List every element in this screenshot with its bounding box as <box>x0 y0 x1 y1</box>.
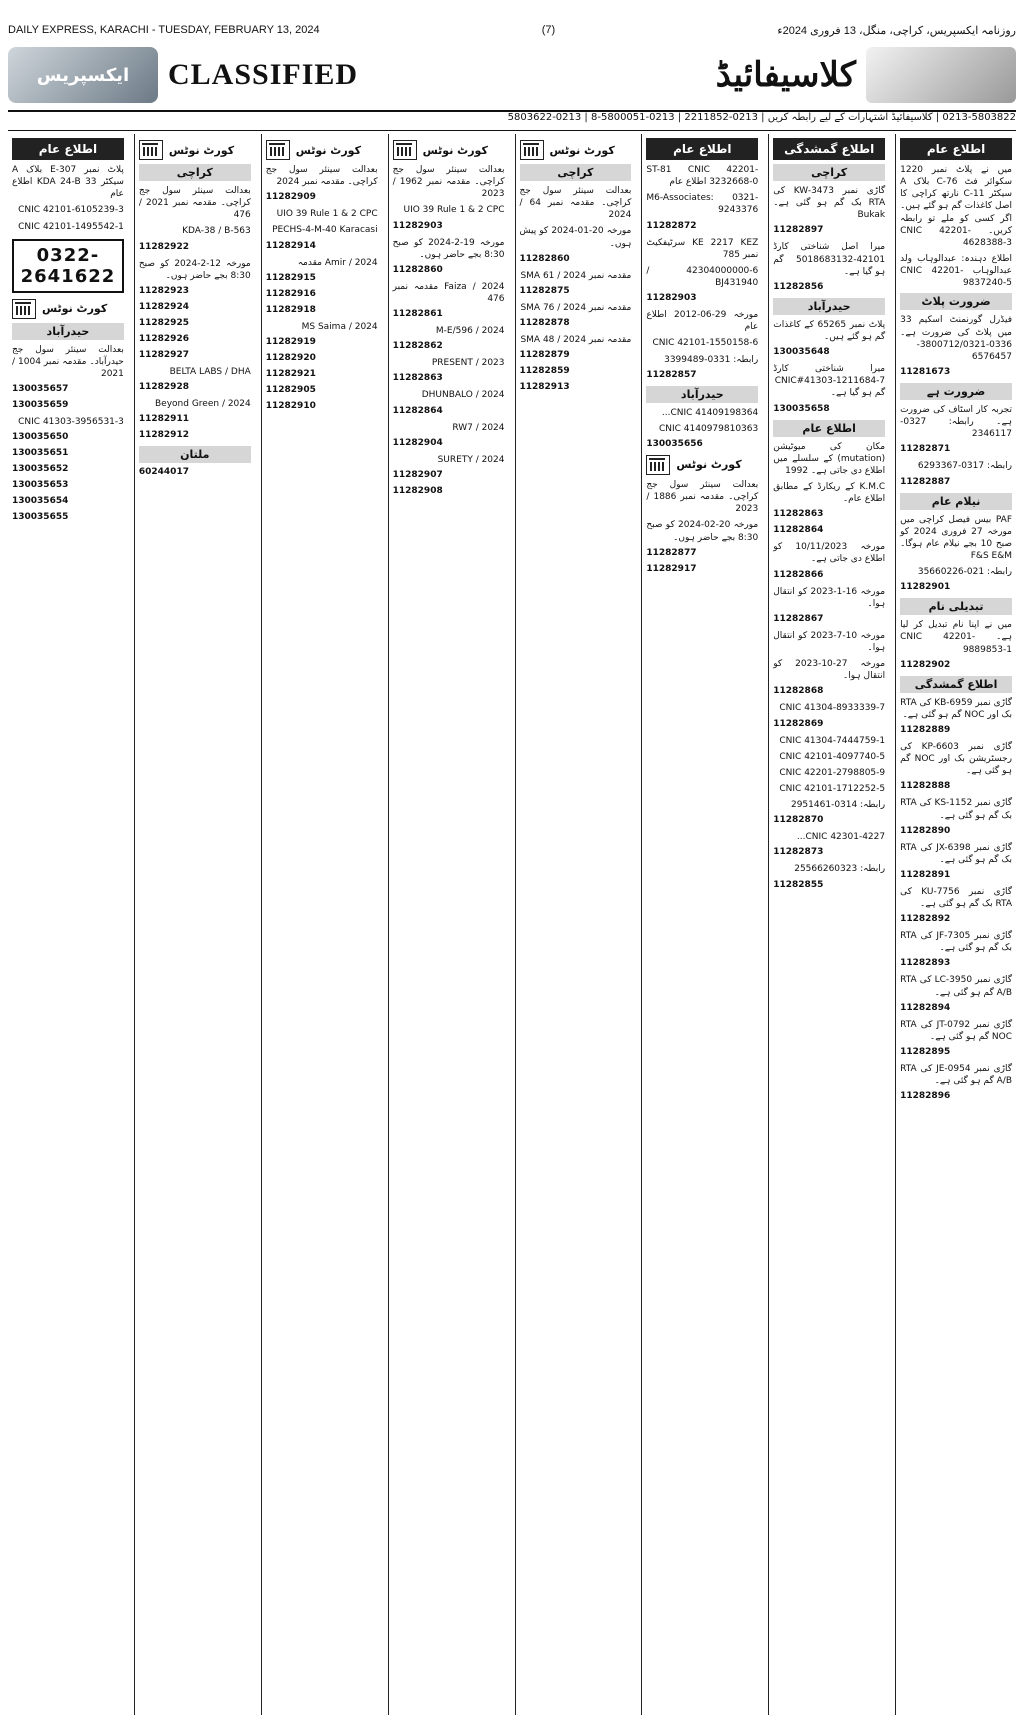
court-building-icon <box>12 299 36 319</box>
classified-ad-text: CNIC 42101-6105239-3 <box>18 205 124 216</box>
classified-ad-text: M-E/596 / 2024 <box>435 326 505 337</box>
classified-ad-text: بعدالت سینئر سول جج کراچی۔ مقدمہ نمبر 64 / 2024 <box>519 186 632 221</box>
classified-ad-text: اطلاع دہندہ: عبدالوہاب ولد عبدالوہاب CNIC 42201-9837240-5 <box>900 253 1012 289</box>
classified-ad-text: مورخہ 10-7-2023 کو انتقال ہوا۔ <box>773 630 886 653</box>
classified-ad-text: CNIC 42201-2798805-9 <box>779 767 886 778</box>
ad-reference-number: 130035650 <box>12 432 69 443</box>
classified-ad-text: میرا اصل شناختی کارڈ 42101-5018683132 گم ہو گیا ہے۔ <box>773 242 886 277</box>
classified-title-ur: کلاسیفائیڈ <box>715 55 856 95</box>
classified-ad-text: M6-Associates: 0321-9243376 <box>646 193 759 216</box>
classified-ad-text: CNIC 42101-1550158-6 <box>652 338 759 349</box>
ad-reference-number: 130035651 <box>12 448 69 459</box>
classified-ad-text: مورخہ 27-10-2023 کو انتقال ہوا۔ <box>773 659 886 682</box>
ad-reference-number: 11282869 <box>773 718 824 729</box>
column-col7 <box>134 134 255 1715</box>
ad-reference-number: 11282855 <box>773 879 824 890</box>
classified-ad-text: DHUNBALO / 2024 <box>421 390 505 401</box>
ad-reference-number: 11282915 <box>265 272 316 283</box>
classified-ad-text: پلاٹ نمبر 65265 کے کاغذات گم ہو گئے ہیں۔ <box>773 319 886 342</box>
ad-reference-number: 11282891 <box>900 869 951 880</box>
ad-reference-number: 11282903 <box>392 220 443 231</box>
ad-reference-number: 11282864 <box>773 525 824 536</box>
ad-reference-number: 130035658 <box>773 403 830 414</box>
court-building-icon <box>520 140 544 160</box>
ad-reference-number: 11282860 <box>519 253 570 264</box>
court-building-icon <box>393 140 417 160</box>
classified-ad-text: رابطہ: 0314-2951461 <box>790 800 886 811</box>
ad-reference-number: 11282903 <box>646 293 697 304</box>
ad-reference-number: 11282873 <box>773 847 824 858</box>
court-notice-header <box>646 455 758 475</box>
classified-ad-text: UIO 39 Rule 1 & 2 CPC <box>276 209 378 220</box>
ad-reference-number: 130035655 <box>12 512 69 523</box>
ad-reference-number: 11282871 <box>900 444 951 455</box>
ad-reference-number: 11282860 <box>392 264 443 275</box>
ad-reference-number: 11282912 <box>138 430 189 441</box>
classified-ad-text: مورخہ 19-2-2024 کو صبح 8:30 بجے حاضر ہوں۔ <box>392 237 505 260</box>
classified-ad-text: مورخہ 12-2-2024 کو صبح 8:30 بجے حاضر ہوں۔ <box>138 258 251 281</box>
court-notice-title: کورٹ نوٹس <box>676 458 742 472</box>
court-notice-header <box>12 299 124 319</box>
section-title: اطلاع گمشدگی <box>773 138 885 160</box>
classified-ad-text: گاڑی نمبر JT-0792 کی RTA NOC گم ہو گئی ہے۔ <box>900 1019 1012 1042</box>
ad-reference-number: 11282872 <box>646 220 697 231</box>
classified-columns <box>8 134 1016 1715</box>
court-notice-header <box>266 140 378 160</box>
column-col3 <box>641 134 762 1715</box>
classified-ad-text: بعدالت سینئر سول جج کراچی۔ مقدمہ نمبر 2024 <box>265 165 378 188</box>
classified-ad-text: گاڑی نمبر KW-3473 کی RTA بک گم ہو گئی ہے۔ Bukak <box>773 186 886 221</box>
sub-section-title: حیدرآباد <box>12 323 124 340</box>
classified-ad-text: KDA-38 / B-563 <box>182 226 251 237</box>
contact-left: 0213-5803622 <box>507 112 582 123</box>
classified-ad-text: ST-81 CNIC 42201-3232668-0 اطلاع عام <box>646 165 759 188</box>
classified-ad-text: میرا شناختی کارڈ CNIC#41303-1211684-7 گم ہو گیا ہے۔ <box>773 364 886 399</box>
ad-reference-number: 11282889 <box>900 724 951 735</box>
sub-section-title: کراچی <box>520 164 632 181</box>
classified-ad-text: CNIC 41304-8933339-7 <box>779 703 886 714</box>
ad-reference-number: 130035657 <box>12 384 69 395</box>
classified-ad-text: مورخہ 20-02-2024 کو صبح 8:30 بجے حاضر ہوں۔ <box>646 520 759 543</box>
ad-reference-number: 11281673 <box>900 366 951 377</box>
sub-section-title: اطلاع گمشدگی <box>900 676 1012 693</box>
classified-ad-text: BELTA LABS / DHA <box>169 366 251 377</box>
sub-section-title: ملتان <box>139 446 251 463</box>
ad-reference-number: 11282863 <box>773 509 824 520</box>
ad-reference-number: 11282857 <box>646 369 697 380</box>
court-building-icon <box>266 140 290 160</box>
ad-reference-number: 11282856 <box>773 281 824 292</box>
sub-section-title: نیلام عام <box>900 493 1012 510</box>
sub-section-title: ضرورت ہے <box>900 383 1012 400</box>
classified-ad-text: گاڑی نمبر LC-3950 کی RTA A/B گم ہو گئی ہے۔ <box>900 975 1012 998</box>
ad-reference-number: 11282909 <box>265 192 316 203</box>
section-title: اطلاع عام <box>12 138 124 160</box>
ad-reference-number: 130035659 <box>12 400 69 411</box>
classified-ad-text: SURETY / 2024 <box>437 454 505 465</box>
ad-reference-number: 130035652 <box>12 464 69 475</box>
ad-reference-number: 11282859 <box>519 366 570 377</box>
ad-reference-number: 11282901 <box>900 582 951 593</box>
classified-ad-text: میں نے پلاٹ نمبر 1220 سکوائر فٹ C-76 بلاک A سیکٹر 11-C نارتھ کراچی کا اصل کاغذات گم ہو گئے ہیں۔ اگر کسی کو ملے تو رابطہ کریں۔ CNIC 42201-4628388-3 <box>900 165 1012 248</box>
court-notice-title: کورٹ نوٹس <box>549 143 615 157</box>
ad-reference-number: 11282905 <box>265 384 316 395</box>
ad-reference-number: 11282863 <box>392 373 443 384</box>
ad-reference-number: 11282890 <box>900 825 951 836</box>
classified-ad-text: گاڑی نمبر JX-6398 کی RTA بک گم ہو گئی ہے۔ <box>900 842 1012 865</box>
ad-reference-number: 11282908 <box>392 485 443 496</box>
classified-ad-text: گاڑی نمبر JF-7305 کی RTA بک گم ہو گئی ہے۔ <box>900 931 1012 954</box>
classified-ad-text: مکان کی میوٹیشن (mutation) کے سلسلے میں اطلاع دی جاتی ہے۔ 1992 <box>773 441 886 476</box>
ad-reference-number: 11282862 <box>392 341 443 352</box>
sub-section-title: تبدیلی نام <box>900 598 1012 615</box>
ad-reference-number: 11282867 <box>773 613 824 624</box>
ad-reference-number: 11282914 <box>265 240 316 251</box>
classified-ad-text: گاڑی نمبر KB-6959 کی RTA بک اور NOC گم ہو گئی ہے۔ <box>900 697 1012 720</box>
ad-reference-number: 11282866 <box>773 569 824 580</box>
ad-reference-number: 11282926 <box>138 333 189 344</box>
section-title: اطلاع عام <box>900 138 1012 160</box>
ad-reference-number: 60244017 <box>138 467 189 478</box>
classified-ad-text: رابطہ: 25566260323 <box>794 864 886 875</box>
ad-reference-number: 11282928 <box>138 381 189 392</box>
classified-ad-text: Beyond Green / 2024 <box>155 398 251 409</box>
classified-ad-text: CNIC 41409198364... <box>661 407 759 418</box>
sub-section-title: حیدرآباد <box>773 298 885 315</box>
classified-ad-text: 42304000000-6 / BJ431940 <box>646 265 759 288</box>
ad-reference-number: 130035656 <box>646 438 703 449</box>
sub-section-title: کراچی <box>139 164 251 181</box>
contact-right: 0213-5803822 <box>942 112 1016 123</box>
sub-section-title: کراچی <box>773 164 885 181</box>
sub-section-title: حیدرآباد <box>646 386 758 403</box>
classified-ad-text: مقدمہ نمبر SMA 48 / 2024 <box>520 334 632 345</box>
classified-ad-text: MS Saima / 2024 <box>301 321 378 332</box>
classified-ad-text: بعدالت سینئر سول جج کراچی۔ مقدمہ نمبر 2021 / 476 <box>138 186 251 221</box>
ad-reference-number: 11282879 <box>519 350 570 361</box>
ad-reference-number: 11282894 <box>900 1002 951 1013</box>
classified-ad-text: K.M.C کے ریکارڈ کے مطابق اطلاع عام۔ <box>773 481 886 505</box>
court-notice-header <box>520 140 632 160</box>
court-notice-title: کورٹ نوٹس <box>168 143 235 157</box>
classified-ad-text: پلاٹ نمبر E-307 بلاک A سیکٹر 33 KDA 24-B اطلاع عام <box>12 165 124 200</box>
express-logo-text: ایکسپریس <box>36 64 130 86</box>
phone-number-box: 0322-2641622 <box>12 239 124 293</box>
ad-reference-number: 11282907 <box>392 469 443 480</box>
classified-ad-text: بعدالت سینئر سول جج کراچی۔ مقدمہ نمبر 1886 / 2023 <box>646 479 759 515</box>
court-building-icon <box>139 140 163 160</box>
page-header <box>8 24 1016 37</box>
classified-ad-text: PAF بیس فیصل کراچی میں مورخہ 27 فروری 2024 کو صبح 10 بجے نیلام عام ہوگا۔ F&S E&M <box>900 514 1013 561</box>
ad-reference-number: 11282892 <box>900 914 951 925</box>
classified-ad-text: بعدالت سینئر سول جج حیدرآباد۔ مقدمہ نمبر 1004 / 2021 <box>12 344 124 379</box>
classified-ad-text: CNIC 41303-3956531-3 <box>18 417 124 428</box>
classified-ad-text: مقدمہ نمبر SMA 61 / 2024 <box>520 270 632 281</box>
classified-ad-text: CNIC 42301-4227... <box>796 832 886 843</box>
ad-reference-number: 130035648 <box>773 347 830 358</box>
ad-reference-number: 11282861 <box>392 309 443 320</box>
classified-ad-text: UIO 39 Rule 1 & 2 CPC <box>403 205 505 216</box>
ad-reference-number: 11282868 <box>773 686 824 697</box>
classified-ad-text: گاڑی نمبر JE-0954 کی RTA A/B گم ہو گئی ہے۔ <box>900 1064 1012 1087</box>
classified-ad-text: RW7 / 2024 <box>452 422 505 433</box>
classified-ad-text: فیڈرل گورنمنٹ اسکیم 33 میں پلاٹ کی ضرورت ہے۔ 0336-3800712/0321-6576457 <box>900 315 1012 362</box>
court-notice-title: کورٹ نوٹس <box>422 143 488 157</box>
classified-ad-text: Faiza / 2024 مقدمہ نمبر 476 <box>392 281 505 304</box>
classified-ad-text: CNIC 42101-4097740-5 <box>779 751 886 762</box>
ad-reference-number: 11282904 <box>392 437 443 448</box>
ad-reference-number: 11282896 <box>900 1091 951 1102</box>
classified-ad-text: CNIC 4140979810363 <box>658 423 759 434</box>
ad-reference-number: 11282902 <box>900 659 951 670</box>
header-page-number: (7) <box>541 24 556 36</box>
ad-reference-number: 11282920 <box>265 352 316 363</box>
ad-reference-number: 11282921 <box>265 368 316 379</box>
contact-mid2: 0213-5800051-8 <box>591 112 675 123</box>
section-title: اطلاع عام <box>646 138 758 160</box>
classified-ad-text: مورخہ 29-06-2012 اطلاع عام <box>646 310 759 333</box>
ad-reference-number: 11282911 <box>138 414 189 425</box>
court-notice-header <box>393 140 505 160</box>
ad-reference-number: 11282877 <box>646 547 697 558</box>
classified-ad-text: گاڑی نمبر KS-1152 کی RTA بک گم ہو گئی ہے۔ <box>900 798 1012 821</box>
ad-reference-number: 11282888 <box>900 781 951 792</box>
classified-ad-text: میں نے اپنا نام تبدیل کر لیا ہے۔ CNIC 42201-9889853-1 <box>900 620 1012 655</box>
ad-reference-number: 11282895 <box>900 1047 951 1058</box>
column-col8 <box>8 134 128 1715</box>
classified-ad-text: CNIC 42101-1495542-1 <box>18 221 124 232</box>
express-logo <box>8 47 158 103</box>
ad-reference-number: 11282917 <box>646 563 697 574</box>
sub-section-title: اطلاع عام <box>773 420 885 437</box>
classified-ad-text: مورخہ 10/11/2023 کو اطلاع دی جاتی ہے۔ <box>773 542 886 565</box>
contact-mid1: 0213-2211852 <box>684 112 758 123</box>
satellite-dish-icon <box>866 47 1016 103</box>
classified-ad-text: گاڑی نمبر KU-7756 کی RTA بک گم ہو گئی ہے۔ <box>900 886 1012 910</box>
classified-ad-text: Amir / 2024 مقدمہ <box>297 257 378 268</box>
classified-ad-text: PRESENT / 2023 <box>431 358 505 369</box>
ad-reference-number: 11282924 <box>138 301 189 312</box>
court-notice-title: کورٹ نوٹس <box>42 302 108 316</box>
ad-reference-number: 11282878 <box>519 317 570 328</box>
ad-reference-number: 11282927 <box>138 349 189 360</box>
ad-reference-number: 11282919 <box>265 336 316 347</box>
ad-reference-number: 11282923 <box>138 285 189 296</box>
ad-reference-number: 130035653 <box>12 480 69 491</box>
ad-reference-number: 11282870 <box>773 815 824 826</box>
ad-reference-number: 11282918 <box>265 304 316 315</box>
court-notice-title: کورٹ نوٹس <box>295 143 361 157</box>
header-right-urdu: روزنامہ ایکسپریس، کراچی، منگل، 13 فروری 2024ء <box>777 25 1016 37</box>
contact-strip: 0213-5803822 | کلاسیفائیڈ اشتہارات کے لیے رابطہ کریں | 0213-2211852 | 0213-5800051-8 | 0213-5803622 <box>8 112 1016 131</box>
contact-strip-text: کلاسیفائیڈ اشتہارات کے لیے رابطہ کریں <box>767 112 933 123</box>
column-col2 <box>768 134 889 1715</box>
classified-ad-text: بعدالت سینئر سول جج کراچی۔ مقدمہ نمبر 1962 / 2023 <box>392 165 505 200</box>
column-col1 <box>895 134 1016 1715</box>
classified-ad-text: KE 2217 KEZ سرٹیفکیٹ نمبر 785 <box>646 237 759 260</box>
classified-ad-text: تجربہ کار اسٹاف کی ضرورت ہے۔ رابطہ: 0327-2346117 <box>900 404 1012 440</box>
court-notice-header <box>139 140 251 160</box>
masthead <box>8 40 1016 112</box>
column-col4 <box>515 134 636 1715</box>
classified-ad-text: مقدمہ نمبر SMA 76 / 2024 <box>520 302 632 313</box>
classified-ad-text: رابطہ: 021-35660226 <box>917 567 1012 578</box>
header-left: DAILY EXPRESS, KARACHI - TUESDAY, FEBRUARY 13, 2024 <box>8 24 320 36</box>
classified-title-en: CLASSIFIED <box>168 58 359 91</box>
classified-ad-text: رابطہ: 0331-3399489 <box>664 354 759 365</box>
classified-ad-text: مورخہ 16-1-2023 کو انتقال ہوا۔ <box>773 586 886 609</box>
classified-ad-text: PECHS-4-M-40 Karacasi <box>272 225 378 236</box>
classified-ad-text: CNIC 42101-1712252-5 <box>779 783 886 794</box>
classified-ad-text: رابطہ: 0317-6293367 <box>917 461 1012 472</box>
ad-reference-number: 11282922 <box>138 241 189 252</box>
column-col6 <box>261 134 382 1715</box>
masthead-right <box>716 47 1016 103</box>
ad-reference-number: 11282910 <box>265 400 316 411</box>
ad-reference-number: 11282916 <box>265 288 316 299</box>
ad-reference-number: 130035654 <box>12 496 69 507</box>
classified-ad-text: مورخہ 20-01-2024 کو پیش ہوں۔ <box>519 226 632 249</box>
ad-reference-number: 11282893 <box>900 958 951 969</box>
ad-reference-number: 11282925 <box>138 317 189 328</box>
classified-ad-text: CNIC 41304-7444759-1 <box>779 735 886 746</box>
ad-reference-number: 11282875 <box>519 285 570 296</box>
column-col5 <box>388 134 509 1715</box>
classified-ad-text: گاڑی نمبر KP-6603 کی رجسٹریشن بک اور NOC گم ہو گئی ہے۔ <box>900 741 1013 777</box>
ad-reference-number: 11282887 <box>900 476 951 487</box>
sub-section-title: ضرورت پلاٹ <box>900 293 1012 310</box>
ad-reference-number: 11282913 <box>519 382 570 393</box>
ad-reference-number: 11282897 <box>773 225 824 236</box>
masthead-left <box>8 47 358 103</box>
court-building-icon <box>646 455 670 475</box>
ad-reference-number: 11282864 <box>392 405 443 416</box>
